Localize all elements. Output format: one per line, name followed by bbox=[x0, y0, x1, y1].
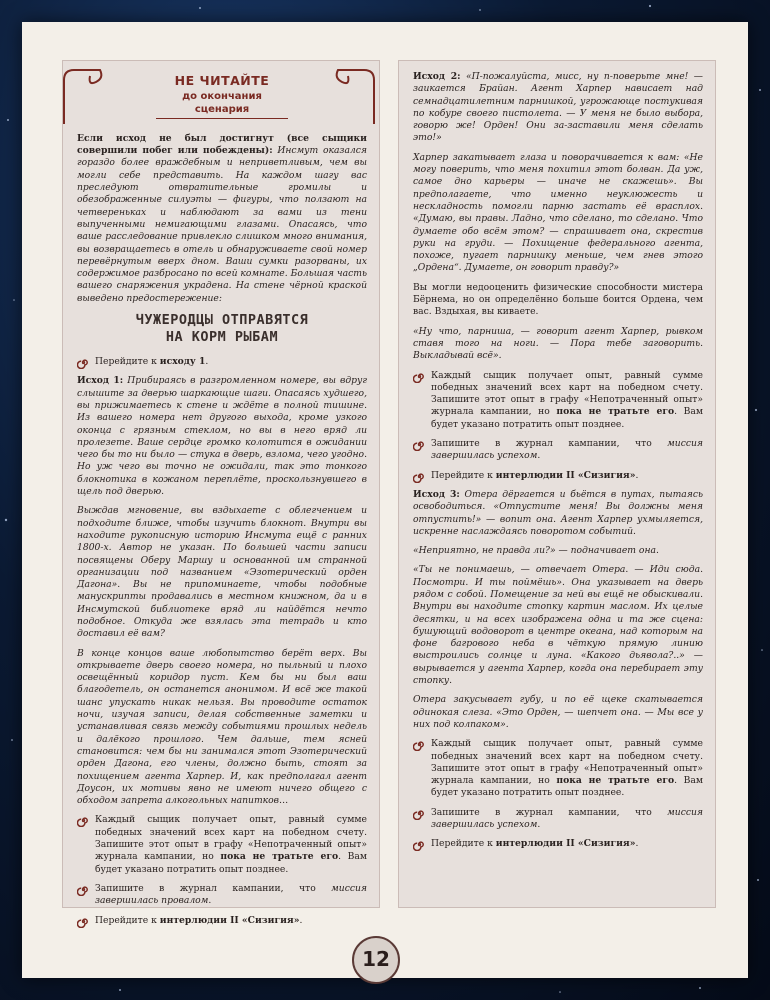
spiral-icon bbox=[413, 838, 426, 851]
right-b1-bold: пока не тратьте его bbox=[556, 406, 675, 418]
left-bullet-goto bbox=[77, 915, 367, 927]
right-paragraph-8: Отера закусывает губу, и по её щеке скатывается одинокая слеза. «Это Орден, — шепчет она. — Мы все у них под колпаком». bbox=[413, 694, 703, 730]
intro-paragraph bbox=[77, 133, 367, 305]
right-paragraph-7: «Ты не понимаешь, — отвечает Отера. — Иди сюда. Посмотри. И ты поймёшь». Она указывает на дверь рядом с собой. Помещение за ней вы ещё не обыскивали. Внутри вы находите стопку картин маслом. Их целые десятки, и на всех изображена одна и та же сцена: бушующий водоворот в центре океана, над которым на фоне багрового неба в чёткую прямую линию выстроились солнце и луна. «Какого дьявола?..» — вырывается у агента Харпер, когда она перебирает эту стопку. bbox=[413, 564, 703, 687]
spiral-icon bbox=[413, 370, 426, 383]
spiral-icon bbox=[413, 470, 426, 483]
right-b2-pre: Запишите в журнал кампании, что bbox=[431, 438, 668, 450]
rulebook-page bbox=[22, 22, 748, 978]
spiral-icon bbox=[413, 807, 426, 820]
right-bullet-goto-2 bbox=[413, 838, 703, 850]
right-column bbox=[398, 60, 716, 908]
right-b2-ital: миссия завершилась успехом bbox=[431, 438, 703, 462]
right-b1-pre: Каждый сыщик получает опыт, равный сумме победных значений всех карт на победном счету. Запишите этот опыт в графу «Непотраченный опыт» журнала кампании, но bbox=[431, 369, 703, 418]
right-b3-bold: интерлюдии II «Сизигия» bbox=[495, 469, 636, 481]
goto-1-post: . bbox=[205, 356, 209, 368]
warning-inscription bbox=[77, 312, 367, 346]
right-c2-post: . bbox=[537, 819, 541, 831]
goto-resolution-1 bbox=[77, 356, 367, 368]
left-b1-pre: Каждый сыщик получает опыт, равный сумме победных значений всех карт на победном счету. Запишите этот опыт в графу «Непотраченный опыт» журнала кампании, но bbox=[95, 814, 367, 863]
right-b3-post: . bbox=[635, 469, 639, 481]
left-b3-pre: Перейдите к bbox=[95, 914, 160, 926]
right-c2-pre: Запишите в журнал кампании, что bbox=[431, 806, 668, 818]
left-column bbox=[62, 60, 380, 926]
left-b1-bold: пока не тратьте его bbox=[220, 851, 339, 863]
resolution-3-label: Исход 3: bbox=[413, 488, 460, 500]
right-c2-ital: миссия завершилась успехом bbox=[431, 806, 703, 831]
left-paragraph-2: Выждав мгновение, вы вздыхаете с облегчением и подходите ближе, чтобы изучить блокнот. Внутри вы находите рукописную историю Инсмута ещё с ранних 1800-х. Автор не указан. По большей части записи посвящены Оберу Маршу и основанной им странной организации под названием «Эзотерический орден Дагона». Вы не припоминаете, чтобы подобные манускрипты продавались в местном книжном, да и в Инсмутской библиотеке вряд ли найдётся нечто подобное. Откуда же взялась эта тетрадь и кто доставил её вам? bbox=[77, 505, 367, 640]
spiral-icon bbox=[413, 438, 426, 451]
right-bullet-experience-2 bbox=[413, 738, 703, 799]
right-c3-post: . bbox=[635, 838, 639, 850]
header-subtitle: до окончания сценария bbox=[156, 91, 288, 119]
resolution-2-label: Исход 2: bbox=[413, 71, 461, 82]
spiral-icon bbox=[413, 738, 426, 751]
left-b2-ital: миссия завершилась провалом bbox=[95, 882, 367, 907]
header-title: НЕ ЧИТАЙТЕ bbox=[174, 73, 270, 88]
warning-line-1: ЧУЖЕРОДЦЫ ОТПРАВЯТСЯ bbox=[135, 312, 309, 329]
right-paragraph-4: «Ну что, парниша, — говорит агент Харпер, рывком ставя того на ноги. — Пора тебе заговорить. Выкладывай всё». bbox=[413, 325, 703, 362]
resolution-3-paragraph bbox=[413, 489, 703, 538]
right-b1-post: . Вам будет указано потратить опыт позднее. bbox=[431, 406, 703, 430]
resolution-3-text: Отера дёргается и бьётся в путах, пытаясь освободиться. «Отпустите меня! Вы должны меня отпустить!» — вопит она. Агент Харпер ухмыляется, искренне наслаждаясь поворотом событий. bbox=[413, 488, 704, 537]
left-paragraph-3: В конце концов ваше любопытство берёт верх. Вы открываете дверь своего номера, но пыльный и плохо освещённый коридор пуст. Кем бы ни был ваш благодетель, он останется анонимом. И всё же такой шанс упускать никак нельзя. Вы проводите остаток ночи, изучая записи, делая собственные заметки и устанавливая связь между событиями прошлых недель и далёкого прошлого. Чем дальше, тем ясней становится: чем бы ни занимался этот Эзотерический орден Дагона, его члены, должно быть, стоят за похищением агента Харпер. И, как предполагал агент Доусон, их мотивы явно не имеют ничего общего с обходом запрета алкогольных напитков… bbox=[77, 647, 367, 807]
left-column-content bbox=[77, 75, 367, 934]
resolution-2-text: «П-пожалуйста, мисс, ну п-поверьте мне! — заикается Брайан. Агент Харпер нависает над семнадцатилетним парнишкой, угрожающе постукивая по кобуре своего пистолета. — У меня не было выбора, говорю же! Орден! Они за-заставили меня сделать это!» bbox=[413, 71, 703, 144]
right-paragraph-2: Харпер закатывает глаза и поворачивается к вам: «Не могу поверить, что меня похитил этот болван. Да уж, самое дно карьеры — иначе не скажешь». Вы предполагаете, что именно неуклюжесть и нескладность помогли парню застать её врасплох. «Думаю, вы правы. Ладно, что сделано, то сделано. Что думаете обо всём этом? — спрашивает она, скрестив руки на груди. — Похищение федерального агента, похоже, пугает парнишку меньше, чем гнев этого „Ордена“. Думаете, он говорит правду?» bbox=[413, 151, 703, 274]
goto-1-pre: Перейдите к bbox=[95, 356, 160, 368]
right-c1-bold: пока не тратьте его bbox=[556, 775, 675, 787]
left-bullet-log bbox=[77, 883, 367, 908]
resolution-1-label: Исход 1: bbox=[77, 375, 124, 387]
warning-line-2: НА КОРМ РЫБАМ bbox=[165, 329, 279, 346]
goto-1-bold: исходу 1 bbox=[159, 356, 206, 368]
right-c3-bold: интерлюдии II «Сизигия» bbox=[495, 838, 636, 850]
spiral-icon bbox=[77, 915, 90, 928]
right-b2-post: . bbox=[537, 450, 541, 462]
right-c3-pre: Перейдите к bbox=[431, 838, 496, 850]
right-paragraph-3: Вы могли недооценить физические способности мистера Бёрнема, но он определённо больше боится Ордена, чем вас. Вздыхая, вы киваете. bbox=[413, 281, 703, 318]
left-b3-post: . bbox=[299, 914, 303, 926]
right-column-content bbox=[413, 71, 703, 858]
right-c1-post: . Вам будет указано потратить опыт позднее. bbox=[431, 775, 703, 799]
right-bullet-goto-1 bbox=[413, 470, 703, 482]
page-number: 12 bbox=[352, 936, 400, 984]
ornamental-frame bbox=[52, 66, 386, 126]
resolution-1-text: Прибираясь в разгромленном номере, вы вдруг слышите за дверью шаркающие шаги. Опасаясь худшего, вы прижимаетесь к стене и ждёте в полной тишине. Из вашего номера нет другого выхода, кроме узкого оконца с грязным стеклом, но вы в него вряд ли пролезете. Ваше сердце громко колотится в ожидании чего бы то ни было — стука в дверь, взлома, чего угодно. Но уж чего вы точно не ожидали, так это тонкого блокнотика в кожаном переплёте, проскользнувшего в щель под дверью. bbox=[77, 375, 368, 498]
resolution-1-paragraph bbox=[77, 375, 367, 498]
left-b3-bold: интерлюдии II «Сизигия» bbox=[159, 914, 300, 926]
right-bullet-log-1 bbox=[413, 438, 703, 463]
right-bullet-experience-1 bbox=[413, 370, 703, 431]
left-b2-pre: Запишите в журнал кампании, что bbox=[95, 882, 332, 894]
left-b1-post: . Вам будет указано потратить опыт позднее. bbox=[95, 851, 367, 875]
spiral-icon bbox=[77, 814, 90, 827]
intro-text: Инсмут оказался гораздо более враждебным и неприветливым, чем вы могли себе представить. На каждом шагу вас преследуют отвратительные громилы и обезображенные силуэты — фигуры, что ползают на четвереньках и наблюдают за вами из тени выпученными немигающими глазами. Опасаясь, что ваше расследование привлекло слишком много внимания, вы возвращаетесь в отель и обнаруживаете свой номер перевёрнутым вверх дном. Ваши сумки разорваны, их содержимое разбросано по всей комнате. Большая часть вашего снаряжения украдена. На стене чёрной краской выведено предостережение: bbox=[77, 145, 368, 304]
intro-bold: Если исход не был достигнут (все сыщики совершили побег или побеждены): bbox=[77, 132, 367, 157]
right-bullet-log-2 bbox=[413, 807, 703, 832]
right-paragraph-6: «Неприятно, не правда ли?» — подначивает она. bbox=[413, 545, 659, 557]
left-bullet-experience bbox=[77, 814, 367, 875]
spiral-icon bbox=[77, 356, 90, 369]
spiral-icon bbox=[77, 883, 90, 896]
right-c1-pre: Каждый сыщик получает опыт, равный сумме победных значений всех карт на победном счету. Запишите этот опыт в графу «Непотраченный опыт» журнала кампании, но bbox=[431, 738, 703, 787]
right-b3-pre: Перейдите к bbox=[431, 469, 496, 481]
resolution-2-paragraph bbox=[413, 71, 703, 145]
left-b2-post: . bbox=[208, 895, 212, 907]
